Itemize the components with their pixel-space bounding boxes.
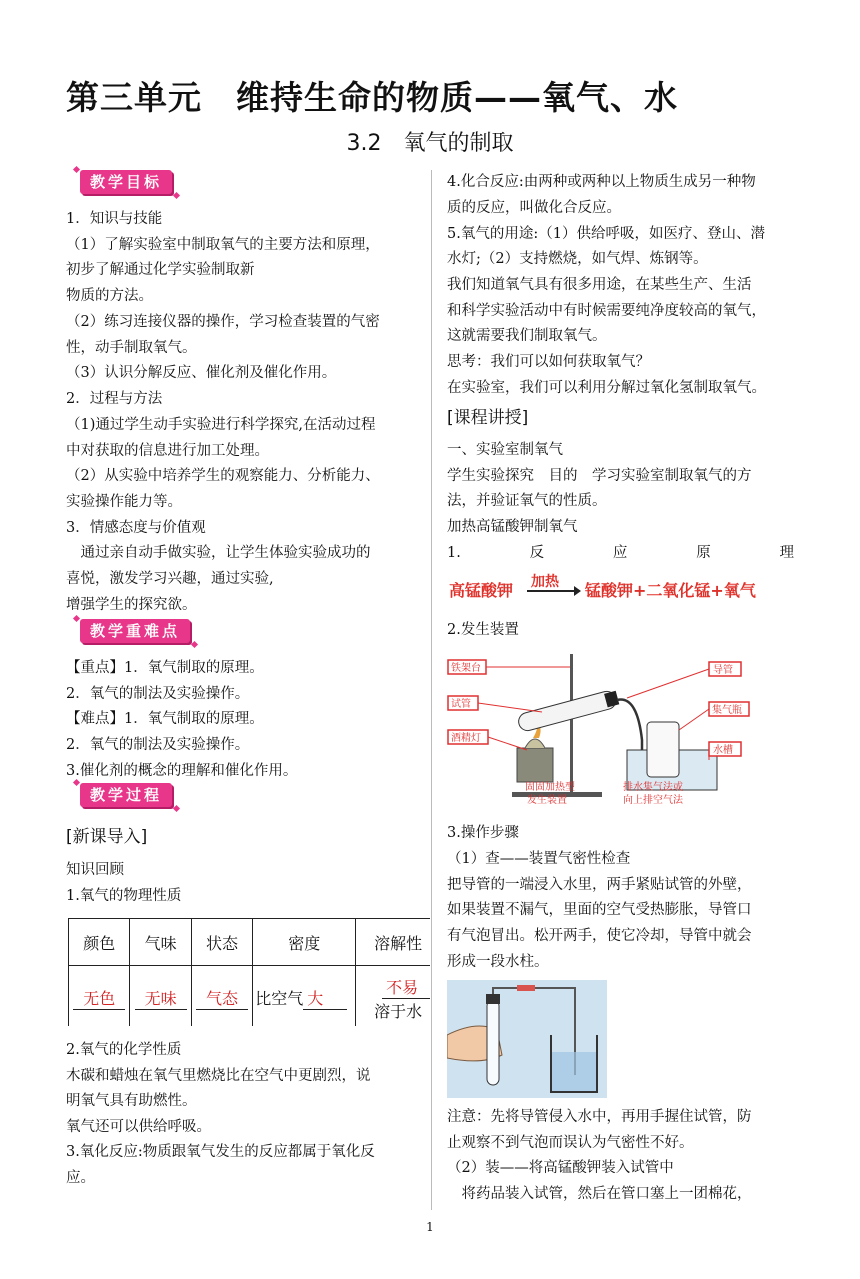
unit-title: 第三单元 维持生命的物质——氧气、水 [66,78,678,117]
reaction-condition: 加热 [531,574,559,590]
goal-line: 增强学生的探究欲。 [66,597,197,613]
burner-block [517,748,553,782]
principle-word: 1. [447,545,461,561]
lab-line: 法，并验证氧气的性质。 [447,493,607,509]
table-header: 气味 [130,919,191,966]
goal-line: 3．情感态度与价值观 [66,520,206,536]
step-line: 如果装置不漏气，里面的空气受热膨胀，导管口 [447,902,752,918]
table-cell [130,966,191,1027]
rubber-joint [517,985,535,991]
key-line: 3.催化剂的概念的理解和催化作用。 [66,763,298,779]
table-cell [69,966,130,1027]
state-value: 气态 [196,986,248,1010]
note-line: （2）装——将高锰酸钾装入试管中 [447,1160,674,1176]
goal-line: （1)通过学生动手实验进行科学探究,在活动过程 [66,417,376,433]
note-line: 将药品装入试管，然后在管口塞上一团棉花， [447,1186,752,1202]
step-line: 把导管的一端浸入水里，两手紧贴试管的外壁， [447,877,752,893]
density-prefix: 比空气 [255,989,304,1008]
right-line: 和科学实验活动中有时候需要纯净度较高的氧气， [447,303,766,319]
device-title: 2.发生装置 [447,622,519,638]
chem-line: 3.氧化反应:物质跟氧气发生的反应都属于氧化反 [66,1144,375,1160]
note-line: 注意：先将导管侵入水中，再用手握住试管，防 [447,1109,752,1125]
smell-value: 无味 [135,986,187,1010]
chem-line: 木碳和蜡烛在氧气里燃烧比在空气中更剧烈，说 [66,1068,371,1084]
key-line: 【重点】1．氧气制取的原理。 [66,660,264,676]
stopper [486,994,500,1004]
chem-line: 氧气还可以供给呼吸。 [66,1119,211,1135]
right-line: 在实验室，我们可以利用分解过氧化氢制取氧气。 [447,380,766,396]
label-tube: 导管 [713,665,733,676]
goal-line: 中对获取的信息进行加工处理。 [66,443,269,459]
table-header: 密度 [253,919,356,966]
table-cell [191,966,252,1027]
caption: 固固加热型 [525,782,575,793]
column-divider [431,170,432,1210]
table-header: 溶解性 [356,919,430,966]
badge-teaching-process: 教学过程 [80,783,172,807]
reactant: 高锰酸钾 [449,581,514,600]
lab-line: 一、实验室制氧气 [447,442,563,458]
right-line: 思考：我们可以如何获取氧气？ [447,354,650,370]
caption: 向上排空气法 [623,795,683,806]
step-line: （1）查——装置气密性检查 [447,851,631,867]
density-value: 大 [303,986,347,1010]
leader-line [627,669,709,698]
airtightness-check-image [447,980,607,1098]
review-line: 知识回顾 [66,862,124,878]
badge-teaching-goals: 教学目标 [80,170,172,194]
right-line: 质的反应，叫做化合反应。 [447,200,621,216]
goal-line: 喜悦，激发学习兴趣，通过实验, [66,571,274,587]
lab-line: 加热高锰酸钾制氧气 [447,519,578,535]
lesson-title: 3.2 氧气的制取 [346,131,514,156]
principle-heading [447,543,794,563]
section-lecture: [课程讲授] [447,408,529,428]
label-alcohol-lamp: 酒精灯 [451,733,481,744]
goal-line: 通过亲自动手做实验，让学生体验实验成功的 [66,545,371,561]
gas-bottle [647,722,679,777]
label-trough: 水槽 [713,745,733,756]
key-line: 【难点】1．氧气制取的原理。 [66,711,264,727]
physical-properties-table [68,918,430,1026]
goal-line: 性，动手制取氧气。 [66,340,197,356]
apparatus-diagram [447,650,769,810]
arrow-icon [527,590,579,592]
table-cell [356,966,430,1027]
step-line: 有气泡冒出。松开两手，使它冷却，导管中就会 [447,928,752,944]
goal-line: 1．知识与技能 [66,211,163,227]
leader-line [679,709,709,730]
key-line: 2．氧气的制法及实验操作。 [66,686,250,702]
section-new-lesson: [新课导入] [66,827,148,847]
reaction-equation [449,574,756,601]
label-test-tube: 试管 [451,699,471,710]
goal-line: 实验操作能力等。 [66,494,182,510]
leader-line [478,703,542,712]
table-header: 状态 [191,919,252,966]
goal-line: 初步了解通过化学实验制取新 [66,262,255,278]
stand-rod [570,654,573,794]
table-header: 颜色 [69,919,130,966]
solubility-suffix: 溶于水 [374,1001,423,1021]
chem-line: 明氧气具有助燃性。 [66,1093,197,1109]
page-number: 1 [426,1220,434,1234]
key-line: 2．氧气的制法及实验操作。 [66,737,250,753]
label-iron-stand: 铁架台 [451,663,481,674]
lab-line: 学生实验探究 目的 学习实验室制取氧气的方 [447,468,752,484]
test-tube [487,1000,499,1085]
table-cell [253,966,356,1027]
right-line: 这就需要我们制取氧气。 [447,328,607,344]
goal-line: （1）了解实验室中制取氧气的主要方法和原理， [66,237,380,253]
chem-line: 2.氧气的化学性质 [66,1042,182,1058]
goal-line: 物质的方法。 [66,288,153,304]
right-line: 4.化合反应:由两种或两种以上物质生成另一种物 [447,174,756,190]
principle-word: 理 [779,545,794,561]
right-line: 我们知道氧气具有很多用途，在某些生产、生活 [447,277,752,293]
goal-line: （3）认识分解反应、催化剂及催化作用。 [66,365,337,381]
goal-line: 2．过程与方法 [66,391,163,407]
principle-word: 反 [529,545,545,561]
caption: 发生装置 [527,795,567,806]
review-line: 1.氧气的物理性质 [66,888,182,904]
principle-word: 应 [612,545,628,561]
label-gas-bottle: 集气瓶 [712,705,742,716]
note-line: 止观察不到气泡而误认为气密性不好。 [447,1135,694,1151]
water [552,1052,596,1091]
solubility-value: 不易 [382,975,430,999]
goal-line: （2）从实验中培养学生的观察能力、分析能力、 [66,468,380,484]
step-line: 形成一段水柱。 [447,954,549,970]
principle-word: 原 [696,545,711,561]
alcohol-lamp [525,739,545,748]
step-line: 3.操作步骤 [447,825,519,841]
chem-line: 应。 [66,1170,95,1186]
right-line: 5.氧气的用途:（1）供给呼吸，如医疗、登山、潜 [447,226,765,242]
right-line: 水灯;（2）支持燃烧，如气焊、炼钢等。 [447,251,708,267]
color-value: 无色 [73,986,125,1010]
products: 锰酸钾+二氧化锰+氧气 [585,581,756,600]
leader-line [488,737,527,750]
goal-line: （2）练习连接仪器的操作，学习检查装置的气密 [66,314,380,330]
caption: 排水集气法或 [623,782,683,793]
badge-key-points: 教学重难点 [80,619,190,643]
